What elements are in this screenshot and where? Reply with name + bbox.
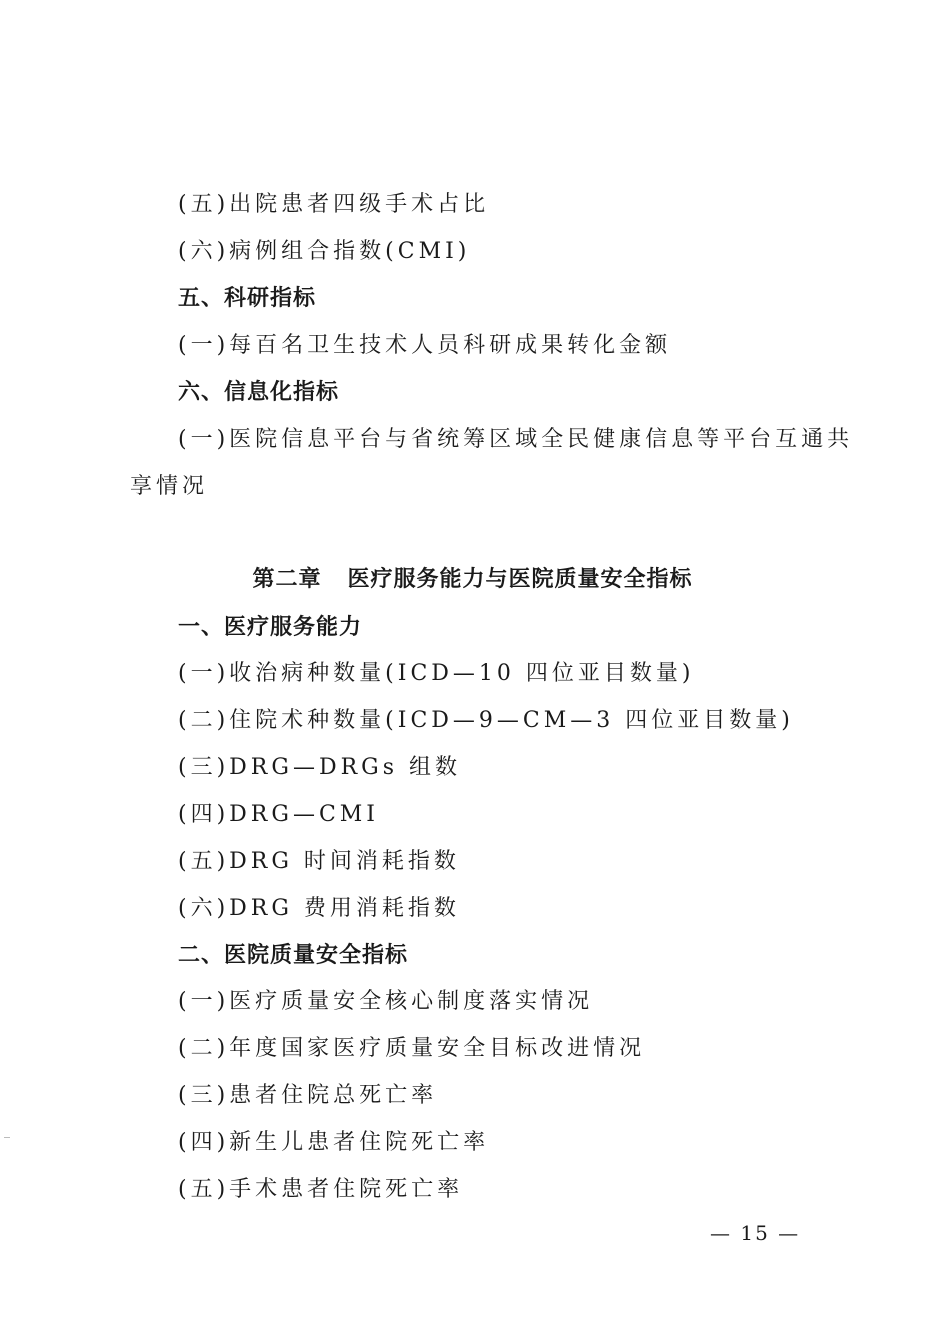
text-line-surgery-ratio: (五)出院患者四级手术占比 (178, 192, 490, 217)
chapter-heading (0, 566, 945, 594)
text-line-drg-groups: (三)DRG—DRGs 组数 (178, 755, 462, 780)
text-line-drg-cmi: (四)DRG—CMI (178, 802, 379, 827)
text-line-drg-cost: (六)DRG 费用消耗指数 (178, 896, 460, 921)
text-line-neonatal-mortality: (四)新生儿患者住院死亡率 (178, 1130, 490, 1155)
text-line-procedure-count: (二)住院术种数量(ICD—9—CM—3 四位亚目数量) (178, 708, 794, 733)
text-line-platform-sharing: (一)医院信息平台与省统筹区域全民健康信息等平台互通共 (178, 427, 854, 452)
chapter-title: 医疗服务能力与医院质量安全指标 (347, 567, 693, 592)
section-heading-informatization: 六、信息化指标 (178, 380, 340, 405)
chapter-number: 第二章 (252, 567, 322, 592)
page-number: — 15 — (710, 1221, 801, 1245)
text-line-platform-sharing-cont: 享情况 (130, 474, 209, 499)
text-line-core-system: (一)医疗质量安全核心制度落实情况 (178, 989, 594, 1014)
text-line-surgical-mortality: (五)手术患者住院死亡率 (178, 1177, 464, 1202)
section-heading-service-capacity: 一、医疗服务能力 (178, 615, 363, 640)
scan-mark (4, 1137, 10, 1138)
text-line-cmi: (六)病例组合指数(CMI) (178, 239, 471, 264)
text-line-annual-goals: (二)年度国家医疗质量安全目标改进情况 (178, 1036, 646, 1061)
text-line-research-amount: (一)每百名卫生技术人员科研成果转化金额 (178, 333, 672, 358)
text-line-disease-count: (一)收治病种数量(ICD—10 四位亚目数量) (178, 661, 695, 686)
section-heading-quality-safety: 二、医院质量安全指标 (178, 943, 409, 968)
text-line-total-mortality: (三)患者住院总死亡率 (178, 1083, 438, 1108)
text-line-drg-time: (五)DRG 时间消耗指数 (178, 849, 460, 874)
section-heading-research: 五、科研指标 (178, 286, 317, 311)
